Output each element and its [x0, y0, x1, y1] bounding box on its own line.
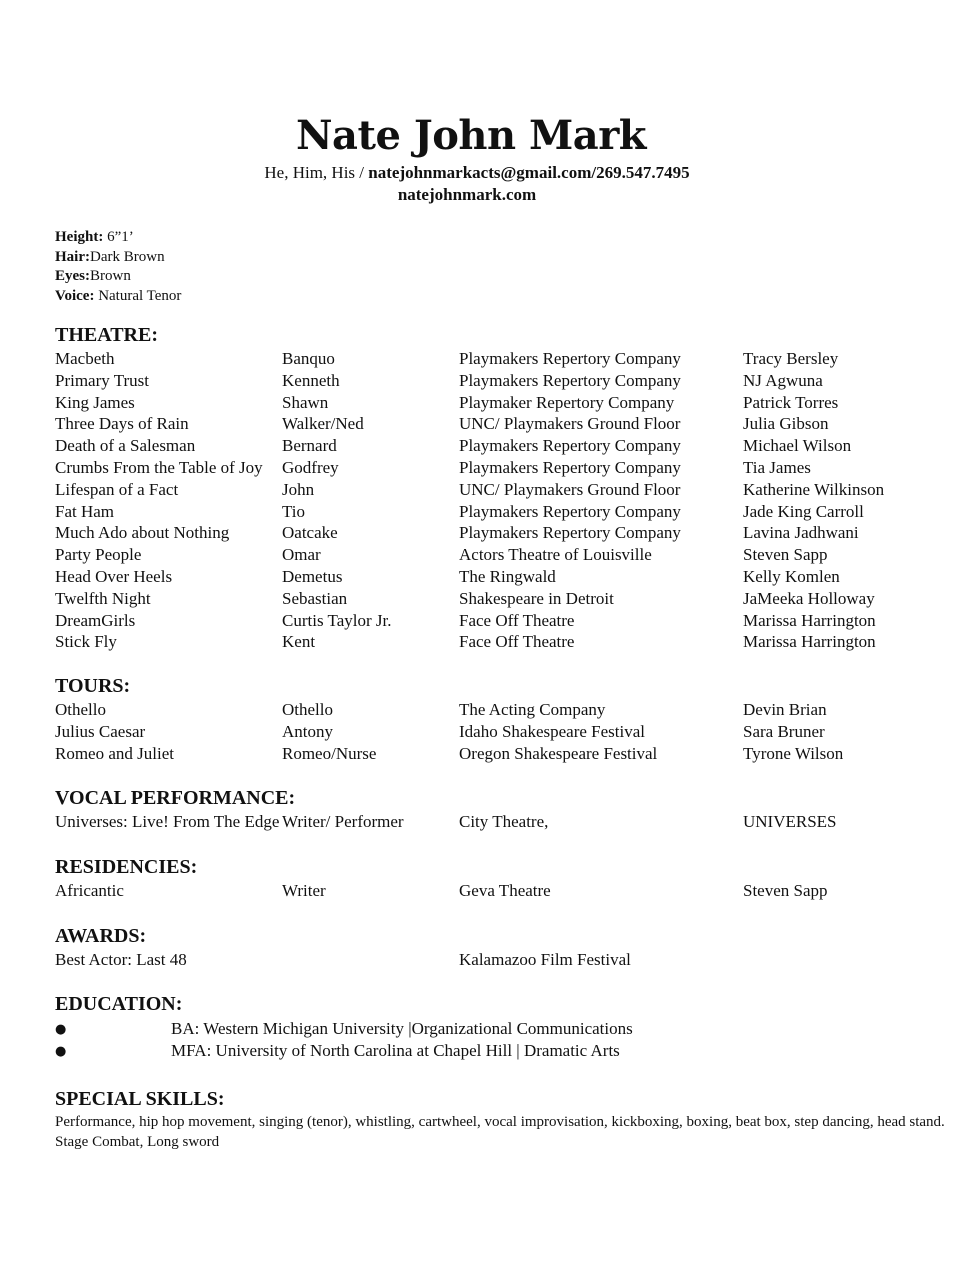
credit-role: Curtis Taylor Jr.	[282, 610, 392, 630]
special-skills-heading: SPECIAL SKILLS:	[55, 1088, 225, 1110]
credit-title: Crumbs From the Table of Joy	[55, 457, 263, 477]
actor-name: Nate John Mark	[295, 112, 646, 159]
credit-company: The Acting Company	[459, 700, 606, 719]
credit-director: Sara Bruner	[743, 721, 825, 741]
credit-director: JaMeeka Holloway	[743, 588, 875, 608]
credit-role: Walker/Ned	[282, 414, 364, 434]
credit-company: Playmakers Repertory Company	[459, 523, 681, 543]
credit-company: Playmakers Repertory Company	[459, 457, 681, 477]
table-row	[0, 349, 978, 371]
credit-role: Banquo	[282, 349, 335, 368]
credit-role: Oatcake	[282, 523, 338, 543]
table-row	[0, 371, 978, 393]
credit-company: Idaho Shakespeare Festival	[459, 721, 645, 741]
credit-role: Othello	[282, 700, 333, 719]
table-row	[0, 545, 978, 567]
credit-title: Three Days of Rain	[55, 414, 189, 434]
education-heading: EDUCATION:	[55, 993, 183, 1015]
credit-company: Kalamazoo Film Festival	[459, 950, 631, 969]
credit-director: Steven Sapp	[743, 881, 828, 900]
credit-company: Actors Theatre of Louisville	[459, 545, 652, 565]
credit-title: Julius Caesar	[55, 721, 146, 741]
email-phone: natejohnmarkacts@gmail.com/269.547.7495	[368, 163, 690, 182]
credit-company: Face Off Theatre	[459, 610, 575, 630]
tours-heading: TOURS:	[55, 675, 131, 697]
credit-director: Marissa Harrington	[743, 610, 876, 630]
credit-director: Michael Wilson	[743, 436, 852, 456]
table-row	[0, 436, 978, 458]
credit-title: Party People	[55, 545, 142, 565]
table-row	[0, 567, 978, 589]
credit-director: NJ Agwuna	[743, 370, 823, 390]
credit-director: Marissa Harrington	[743, 632, 876, 652]
table-row	[0, 502, 978, 524]
credit-company: UNC/ Playmakers Ground Floor	[459, 414, 681, 434]
tours-credits	[0, 700, 978, 765]
table-row	[0, 632, 978, 654]
credit-title: Death of a Salesman	[55, 436, 196, 456]
credit-director: Steven Sapp	[743, 545, 828, 565]
credit-role: Shawn	[282, 392, 329, 412]
credit-role: Demetus	[282, 566, 343, 586]
credit-title: Much Ado about Nothing	[55, 523, 230, 543]
credit-title: King James	[55, 392, 135, 412]
credit-title: Lifespan of a Fact	[55, 479, 179, 499]
table-row	[0, 812, 978, 834]
credit-director: Lavina Jadhwani	[743, 523, 859, 543]
table-row	[0, 611, 978, 633]
residencies-heading: RESIDENCIES:	[55, 856, 198, 878]
credit-company: Playmakers Repertory Company	[459, 370, 681, 390]
credit-director: Tracy Bersley	[743, 349, 839, 368]
theatre-heading: THEATRE:	[55, 324, 158, 346]
pronouns: He, Him, His /	[264, 163, 369, 182]
credit-company: City Theatre,	[459, 812, 549, 831]
credit-director: UNIVERSES	[743, 812, 837, 831]
credit-company: Playmakers Repertory Company	[459, 349, 681, 368]
credit-title: Universes: Live! From The Edge	[55, 812, 280, 831]
website: natejohnmark.com	[397, 185, 537, 204]
stat-eyes: Eyes:Brown	[55, 268, 131, 284]
credit-director: Kelly Komlen	[743, 566, 840, 586]
credit-title: Africantic	[55, 881, 124, 900]
credit-role: Bernard	[282, 436, 337, 456]
awards-heading: AWARDS:	[55, 925, 147, 947]
credit-role: Kenneth	[282, 370, 340, 390]
credit-company: Geva Theatre	[459, 881, 551, 900]
degree-mfa: MFA: University of North Carolina at Chapel Hill | Dramatic Arts	[171, 1040, 620, 1060]
credit-director: Patrick Torres	[743, 392, 839, 412]
credit-role: Tio	[282, 501, 306, 521]
table-row	[0, 393, 978, 415]
credit-title: Head Over Heels	[55, 566, 173, 586]
stat-hair: Hair:Dark Brown	[55, 248, 165, 265]
credit-title: Romeo and Juliet	[55, 743, 174, 763]
table-row	[0, 414, 978, 436]
credit-company: UNC/ Playmakers Ground Floor	[459, 479, 681, 499]
credit-company: Playmaker Repertory Company	[459, 392, 675, 412]
credit-title: Macbeth	[55, 349, 115, 368]
credit-company: Playmakers Repertory Company	[459, 436, 681, 456]
bullet-icon: ●	[55, 1043, 67, 1059]
credit-title: Stick Fly	[55, 632, 117, 652]
contact-line	[0, 163, 954, 183]
credit-company: Oregon Shakespeare Festival	[459, 743, 658, 763]
credit-role: Writer	[282, 881, 326, 900]
vocal-performance-credits	[0, 812, 978, 834]
credit-role: Romeo/Nurse	[282, 743, 377, 763]
stat-height: Height: 6”1’	[55, 229, 134, 245]
theatre-credits	[0, 349, 978, 654]
credit-title: Primary Trust	[55, 370, 149, 390]
credit-role: Godfrey	[282, 457, 339, 477]
credit-director: Tyrone Wilson	[743, 743, 844, 763]
table-row	[0, 458, 978, 480]
credit-company: The Ringwald	[459, 566, 556, 586]
stat-voice: Voice: Natural Tenor	[55, 287, 182, 304]
table-row	[0, 480, 978, 502]
credit-role: John	[282, 479, 315, 499]
table-row	[0, 744, 978, 766]
table-row	[0, 950, 978, 972]
skills-line: Stage Combat, Long sword	[55, 1134, 220, 1150]
degree-ba: BA: Western Michigan University |Organizational Communications	[171, 1019, 633, 1038]
credit-director: Jade King Carroll	[743, 501, 864, 521]
credit-title: Twelfth Night	[55, 588, 151, 608]
credit-role: Kent	[282, 632, 316, 652]
credit-role: Sebastian	[282, 588, 348, 608]
table-row	[0, 589, 978, 611]
credit-director: Devin Brian	[743, 700, 827, 719]
physical-stats	[55, 228, 181, 306]
credit-title: Best Actor: Last 48	[55, 950, 187, 969]
credit-title: Othello	[55, 700, 106, 719]
credit-title: Fat Ham	[55, 501, 115, 521]
table-row	[0, 700, 978, 722]
skills-line: Performance, hip hop movement, singing (tenor), whistling, cartwheel, vocal improvisation, kickboxing, boxing, beat box, step dancing, head stand.	[55, 1114, 945, 1130]
table-row	[0, 881, 978, 903]
credit-company: Playmakers Repertory Company	[459, 501, 681, 521]
credit-director: Tia James	[743, 457, 811, 477]
credit-role: Writer/ Performer	[282, 812, 404, 831]
credit-company: Shakespeare in Detroit	[459, 588, 614, 608]
residencies-credits	[0, 881, 978, 903]
bullet-icon: ●	[55, 1022, 67, 1037]
credit-director: Katherine Wilkinson	[743, 479, 885, 499]
awards-credits	[0, 950, 978, 972]
credit-title: DreamGirls	[55, 610, 136, 630]
credit-role: Antony	[282, 721, 333, 741]
credit-company: Face Off Theatre	[459, 632, 575, 652]
credit-role: Omar	[282, 545, 321, 565]
vocal-performance-heading: VOCAL PERFORMANCE:	[55, 787, 296, 809]
credit-director: Julia Gibson	[743, 414, 829, 434]
table-row	[0, 722, 978, 744]
special-skills-text	[55, 1112, 960, 1152]
table-row	[0, 523, 978, 545]
